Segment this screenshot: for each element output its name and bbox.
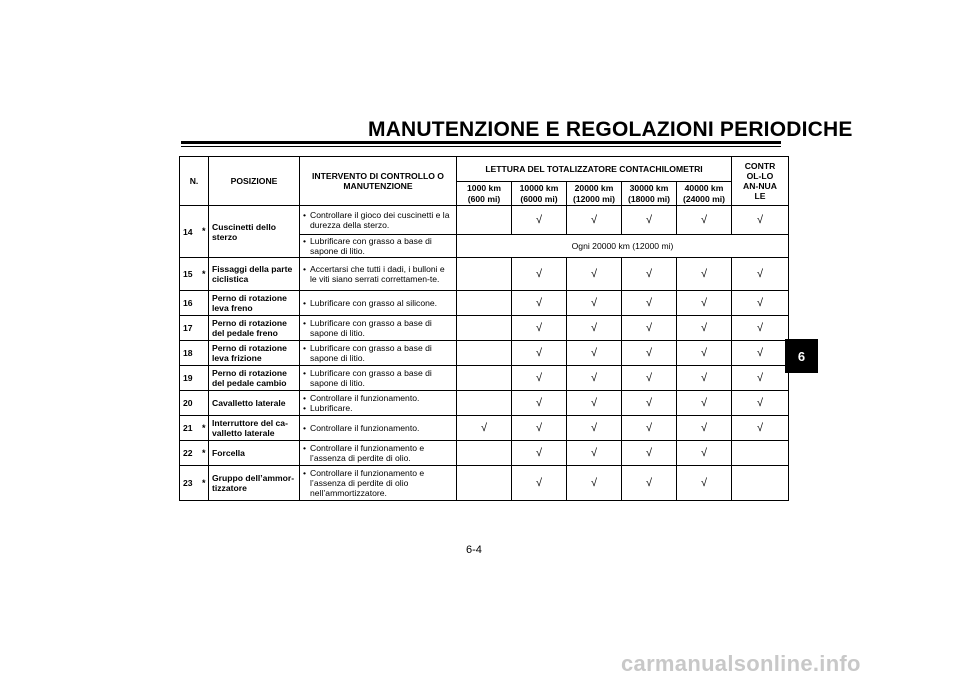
intervention-item	[303, 403, 453, 413]
table-row	[180, 341, 789, 366]
intervention-item	[303, 264, 453, 284]
check-mark: √	[590, 267, 598, 280]
check-mark: √	[535, 476, 543, 489]
bullet: •	[303, 468, 307, 479]
table-row	[180, 258, 789, 291]
check-cell	[732, 258, 789, 291]
table-row	[180, 466, 789, 501]
check-cell	[677, 416, 732, 441]
bullet: •	[303, 343, 307, 354]
check-cell	[677, 206, 732, 235]
item-position: Interruttore del ca-valletto laterale	[209, 416, 300, 441]
check-cell	[622, 258, 677, 291]
check-cell	[512, 466, 567, 501]
table-row	[180, 291, 789, 316]
title-rule-thin	[181, 146, 781, 147]
item-position: Perno di rotazione del pedale cambio	[209, 366, 300, 391]
check-mark: √	[756, 321, 764, 334]
intervention-cell	[300, 391, 457, 416]
intervention-text: Lubrificare con grasso a base di sapone di litio.	[310, 368, 432, 389]
intervention-item	[303, 393, 453, 403]
intervention-text: Lubrificare con grasso a base di sapone di litio.	[310, 318, 432, 339]
check-cell	[512, 416, 567, 441]
check-cell	[512, 391, 567, 416]
table-header	[180, 157, 789, 206]
check-cell	[457, 316, 512, 341]
bullet: •	[303, 403, 307, 414]
check-mark: √	[700, 396, 708, 409]
check-mark: √	[700, 421, 708, 434]
check-cell	[567, 416, 622, 441]
check-mark: √	[535, 346, 543, 359]
header-odometer-0	[457, 182, 512, 206]
check-mark: √	[645, 213, 653, 226]
odometer-km: 30000 km	[629, 183, 669, 194]
check-cell	[567, 291, 622, 316]
intervention-item	[303, 468, 453, 498]
header-odometer-3	[622, 182, 677, 206]
intervention-item	[303, 236, 453, 256]
odometer-mi: (12000 mi)	[572, 193, 616, 204]
check-mark: √	[535, 296, 543, 309]
check-cell	[457, 258, 512, 291]
intervention-text: Accertarsi che tutti i dadi, i bulloni e le viti siano serrati correttamen-te.	[310, 264, 445, 285]
check-mark: √	[535, 371, 543, 384]
dealer-mark: *	[200, 441, 209, 466]
item-number: 20	[180, 391, 200, 416]
check-mark: √	[700, 346, 708, 359]
item-position: Perno di rotazione leva frizione	[209, 341, 300, 366]
header-odometer-4	[677, 182, 732, 206]
table-row	[180, 391, 789, 416]
table-row	[180, 206, 789, 235]
check-cell	[622, 441, 677, 466]
odometer-mi: (24000 mi)	[682, 193, 726, 204]
header-odometer-1	[512, 182, 567, 206]
bullet: •	[303, 236, 307, 246]
intervention-text: Lubrificare con grasso al silicone.	[310, 298, 438, 309]
header-intervention: INTERVENTO DI CONTROLLO O MANUTENZIONE	[300, 157, 457, 206]
odometer-mi: (6000 mi)	[520, 193, 558, 204]
odometer-km: 20000 km	[574, 183, 614, 194]
intervention-cell	[300, 466, 457, 501]
odometer-mi: (600 mi)	[467, 193, 501, 204]
maintenance-table	[179, 156, 789, 501]
check-cell	[567, 341, 622, 366]
page-number: 6-4	[466, 544, 482, 556]
check-mark: √	[590, 421, 598, 434]
intervention-text: Lubrificare con grasso a base di sapone di litio.	[310, 236, 432, 257]
title-rule-thick	[181, 141, 781, 144]
header-annual	[732, 157, 789, 206]
check-mark: √	[645, 446, 653, 459]
intervention-text: Lubrificare con grasso a base di sapone di litio.	[310, 343, 432, 364]
check-mark: √	[590, 346, 598, 359]
check-cell	[732, 441, 789, 466]
check-cell	[457, 466, 512, 501]
table-row	[180, 316, 789, 341]
watermark: carmanualsonline.info	[621, 651, 861, 676]
check-mark: √	[590, 296, 598, 309]
check-mark: √	[590, 213, 598, 226]
header-annual-label: CONTROL-LO AN-NUALE	[743, 160, 777, 202]
item-number: 18	[180, 341, 200, 366]
check-cell	[677, 258, 732, 291]
check-cell	[732, 206, 789, 235]
table-body	[180, 206, 789, 501]
check-cell	[732, 366, 789, 391]
check-mark: √	[700, 296, 708, 309]
check-mark: √	[645, 371, 653, 384]
check-mark: √	[535, 421, 543, 434]
item-number: 23	[180, 466, 200, 501]
intervention-cell	[300, 416, 457, 441]
intervention-text: Lubrificare.	[310, 403, 353, 414]
dealer-mark	[200, 366, 209, 391]
intervention-item	[303, 423, 453, 433]
intervention-cell	[300, 441, 457, 466]
dealer-mark	[200, 391, 209, 416]
intervention-cell	[300, 235, 457, 258]
check-mark: √	[535, 396, 543, 409]
check-cell	[622, 466, 677, 501]
check-mark: √	[756, 421, 764, 434]
item-number: 19	[180, 366, 200, 391]
check-cell	[567, 366, 622, 391]
check-cell	[677, 291, 732, 316]
check-cell	[622, 341, 677, 366]
check-cell	[457, 441, 512, 466]
bullet: •	[303, 423, 307, 434]
check-cell	[732, 416, 789, 441]
dealer-mark: *	[200, 416, 209, 441]
table-row	[180, 366, 789, 391]
header-num: N.	[180, 157, 209, 206]
intervention-text: Controllare il funzionamento e l’assenza di perdite di olio.	[310, 443, 425, 464]
odometer-km: 40000 km	[684, 183, 724, 194]
check-cell	[677, 316, 732, 341]
check-cell	[732, 341, 789, 366]
intervention-text: Controllare il funzionamento.	[310, 393, 420, 404]
check-mark: √	[590, 446, 598, 459]
header-odometer-2	[567, 182, 622, 206]
check-cell	[512, 341, 567, 366]
check-cell	[457, 416, 512, 441]
item-position: Cavalletto laterale	[209, 391, 300, 416]
check-mark: √	[590, 476, 598, 489]
check-cell	[512, 291, 567, 316]
check-mark: √	[756, 296, 764, 309]
check-mark: √	[645, 267, 653, 280]
check-mark: √	[645, 346, 653, 359]
check-mark: √	[756, 267, 764, 280]
bullet: •	[303, 443, 307, 454]
item-position: Gruppo dell’ammor-tizzatore	[209, 466, 300, 501]
check-cell	[457, 366, 512, 391]
item-number: 15	[180, 258, 200, 291]
interval-note: Ogni 20000 km (12000 mi)	[457, 235, 789, 258]
header-position: POSIZIONE	[209, 157, 300, 206]
intervention-text: Controllare il gioco dei cuscinetti e la durezza della sterzo.	[310, 209, 450, 230]
bullet: •	[303, 318, 307, 329]
header-odometer-group: LETTURA DEL TOTALIZZATORE CONTACHILOMETRI	[457, 157, 732, 182]
check-cell	[622, 366, 677, 391]
check-mark: √	[590, 396, 598, 409]
check-cell	[732, 466, 789, 501]
check-mark: √	[756, 396, 764, 409]
intervention-item	[303, 368, 453, 388]
intervention-item	[303, 210, 453, 230]
check-mark: √	[756, 371, 764, 384]
check-mark: √	[756, 213, 764, 226]
chapter-tab[interactable]: 6	[785, 339, 818, 373]
check-cell	[677, 366, 732, 391]
check-mark: √	[590, 371, 598, 384]
dealer-mark	[200, 341, 209, 366]
check-cell	[622, 391, 677, 416]
check-mark: √	[700, 476, 708, 489]
check-mark: √	[756, 346, 764, 359]
dealer-mark	[200, 291, 209, 316]
intervention-cell	[300, 316, 457, 341]
dealer-mark: *	[200, 258, 209, 291]
item-number: 21	[180, 416, 200, 441]
item-number: 14	[180, 206, 200, 258]
check-cell	[457, 391, 512, 416]
check-mark: √	[700, 267, 708, 280]
item-position: Perno di rotazione del pedale freno	[209, 316, 300, 341]
bullet: •	[303, 264, 307, 275]
check-mark: √	[645, 421, 653, 434]
item-position: Fissaggi della parte ciclistica	[209, 258, 300, 291]
check-cell	[677, 466, 732, 501]
check-cell	[567, 391, 622, 416]
check-cell	[512, 366, 567, 391]
dealer-mark	[200, 316, 209, 341]
intervention-text: Controllare il funzionamento e l’assenza di perdite di olio nell’ammortizzatore.	[310, 468, 425, 499]
check-cell	[567, 441, 622, 466]
check-cell	[732, 316, 789, 341]
check-mark: √	[535, 213, 543, 226]
item-number: 17	[180, 316, 200, 341]
intervention-item	[303, 343, 453, 363]
dealer-mark: *	[200, 206, 209, 258]
check-cell	[622, 206, 677, 235]
item-number: 22	[180, 441, 200, 466]
bullet: •	[303, 393, 307, 404]
intervention-item	[303, 318, 453, 338]
check-cell	[567, 466, 622, 501]
odometer-mi: (18000 mi)	[627, 193, 671, 204]
check-mark: √	[480, 421, 488, 434]
table-row	[180, 416, 789, 441]
check-cell	[512, 206, 567, 235]
intervention-cell	[300, 206, 457, 235]
check-mark: √	[535, 267, 543, 280]
intervention-cell	[300, 258, 457, 291]
check-mark: √	[535, 446, 543, 459]
check-mark: √	[700, 321, 708, 334]
check-mark: √	[645, 321, 653, 334]
table-row	[180, 441, 789, 466]
intervention-cell	[300, 291, 457, 316]
check-cell	[567, 206, 622, 235]
check-mark: √	[645, 476, 653, 489]
check-mark: √	[700, 213, 708, 226]
check-cell	[677, 441, 732, 466]
check-cell	[622, 416, 677, 441]
check-cell	[622, 316, 677, 341]
check-cell	[622, 291, 677, 316]
check-cell	[567, 258, 622, 291]
intervention-cell	[300, 366, 457, 391]
check-cell	[512, 441, 567, 466]
bullet: •	[303, 368, 307, 379]
bullet: •	[303, 209, 307, 220]
check-cell	[457, 341, 512, 366]
check-cell	[677, 341, 732, 366]
check-cell	[732, 391, 789, 416]
item-position: Forcella	[209, 441, 300, 466]
check-cell	[732, 291, 789, 316]
intervention-cell	[300, 341, 457, 366]
item-position: Perno di rotazione leva freno	[209, 291, 300, 316]
page-title: MANUTENZIONE E REGOLAZIONI PERIODICHE	[368, 118, 853, 141]
check-mark: √	[590, 321, 598, 334]
check-cell	[512, 316, 567, 341]
check-mark: √	[535, 321, 543, 334]
check-mark: √	[645, 396, 653, 409]
check-cell	[457, 291, 512, 316]
check-mark: √	[645, 296, 653, 309]
item-number: 16	[180, 291, 200, 316]
check-cell	[512, 258, 567, 291]
check-mark: √	[700, 446, 708, 459]
odometer-km: 1000 km	[467, 183, 501, 194]
dealer-mark: *	[200, 466, 209, 501]
check-cell	[567, 316, 622, 341]
bullet: •	[303, 298, 307, 309]
check-mark: √	[700, 371, 708, 384]
check-cell	[457, 206, 512, 235]
intervention-item	[303, 298, 453, 308]
intervention-item	[303, 443, 453, 463]
check-cell	[677, 391, 732, 416]
intervention-text: Controllare il funzionamento.	[310, 423, 420, 434]
item-position: Cuscinetti dello sterzo	[209, 206, 300, 258]
odometer-km: 10000 km	[519, 183, 559, 194]
